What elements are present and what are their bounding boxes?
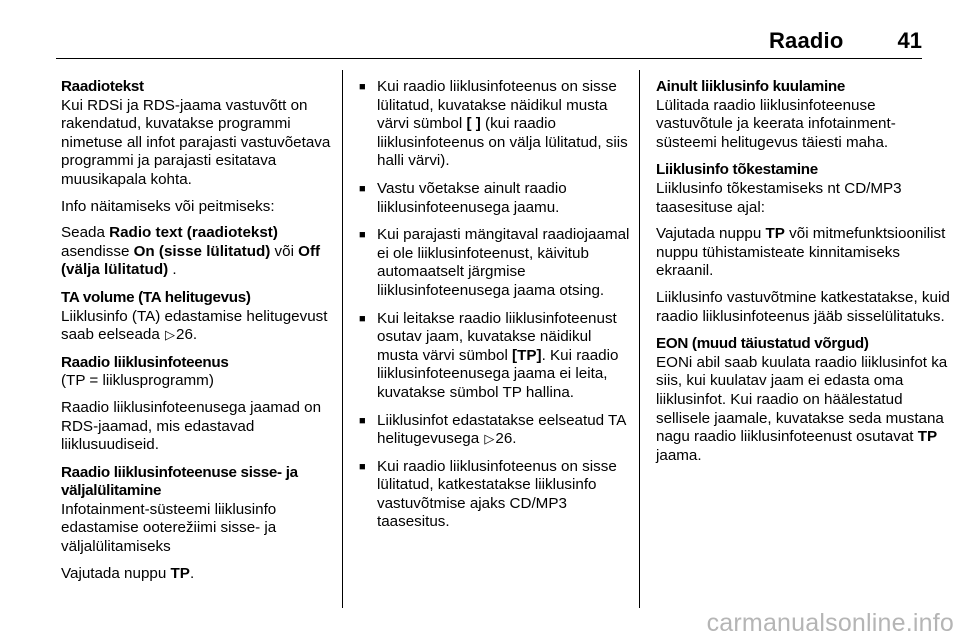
section-heading: Raadio liiklusinfoteenuse sisse- ja väljalülitamine [61,463,298,500]
page-reference-icon: ▷ [484,431,495,447]
column-3 [656,78,952,465]
paragraph: Lülitada raadio liiklusinfoteenuse vastuvõtule ja keerata infotainment-süsteemi helitugevus täiesti maha. [656,96,896,151]
header-rule [56,58,922,59]
section-traffic-block [656,161,952,326]
section-heading: Liiklusinfo tõkestamine [656,161,818,179]
column-2 [359,78,631,541]
paragraph: Info näitamiseks või peitmiseks: [61,197,275,215]
paragraph [61,308,336,345]
button-term: TP [170,564,190,582]
section-traffic-only [656,78,952,152]
button-term: TP [765,225,785,243]
text: Kui leitakse raadio liiklusinfoteenust osutav jaam, kuvatakse näidikul musta värvi sümbol [377,309,617,364]
section-eon [656,335,952,465]
column-divider-2 [639,70,640,608]
column-1 [61,78,336,583]
list-item: ■ Kui raadio liiklusinfoteenus on sisse lülitatud, katkestatakse liiklusinfo vastuvõtmise ajaks CD/MP3 taasesitus. [359,458,631,532]
text: Liiklusinfot edastatakse eelseatud TA helitugevusega [377,411,626,448]
menu-term: Radio text (raadiotekst) [109,224,278,242]
text: jaama. [656,446,702,464]
watermark: carmanualsonline.info [706,609,954,637]
paragraph: Liiklusinfo vastuvõtmine katkestatakse, kuid raadio liiklusinfoteenus jääb sisselülitatuks. [656,288,950,325]
text: Seada [61,224,110,242]
symbol-term: [ ] [466,115,481,133]
page-header [769,14,922,54]
text: . [168,261,177,279]
paragraph [61,224,336,280]
text: (kui raadio liiklusinfoteenus on välja lülitatud, siis halli värvi). [377,115,628,170]
text: EONi abil saab kuulata raadio liiklusinfot ka siis, kui kuulatav jaam ei edasta oma liiklusinfot. Kui raadio on häälestatud sellisele jaamale, kuvatakse seda mustana nagu raadio liiklusinfoteenust osutavat [656,353,948,446]
paragraph [656,225,952,281]
section-radiotext [61,78,336,280]
column-divider-1 [342,70,343,608]
list-item [359,412,631,449]
text: Vajutada nuppu [656,225,766,243]
text: . [189,564,195,582]
bullet-list [359,78,631,532]
text: või mitmefunktsioonilist nuppu tühistamisteate kinnitamiseks ekraanil. [656,225,946,280]
text: või [270,242,299,260]
paragraph: Raadio liiklusinfoteenusega jaamad on RDS-jaamad, mis edastavad liiklusuudiseid. [61,398,322,454]
section-ta-volume [61,289,336,345]
section-heading: Raadiotekst [61,78,144,95]
page-number: 41 [897,28,922,53]
page-reference[interactable]: 26. [495,430,517,448]
page-reference[interactable]: 26. [176,326,198,344]
list-item [359,78,631,171]
symbol-term: [TP] [512,346,542,364]
paragraph [656,354,952,466]
text: Vajutada nuppu [61,564,171,582]
menu-term: Off (välja lülitatud) [61,242,321,279]
section-heading: Raadio liiklusinfoteenus [61,353,229,371]
page-title: Raadio [768,28,844,53]
paragraph [61,565,336,584]
list-item [359,310,631,403]
menu-term: On (sisse lülitatud) [133,242,271,260]
section-heading: Ainult liiklusinfo kuulamine [656,78,846,95]
page-reference-icon: ▷ [165,327,176,343]
text: Liiklusinfo (TA) edastamise helitugevust saab eelseada [61,307,328,344]
text: Kui raadio liiklusinfoteenus on sisse lülitatud, kuvatakse näidikul musta värvi sümbol [377,78,617,133]
list-item: ■ Vastu võetakse ainult raadio liiklusinfoteenusega jaamu. [359,180,631,217]
paragraph: Liiklusinfo tõkestamiseks nt CD/MP3 taasesituse ajal: [656,179,902,216]
section-heading: TA volume (TA helitugevus) [61,288,251,306]
paragraph: Infotainment-süsteemi liiklusinfo edastamise ooterežiimi sisse- ja väljalülitamiseks [61,500,277,556]
text: asendisse [61,242,134,260]
button-term: TP [917,428,938,446]
section-traffic-program [61,354,336,455]
list-item: ■ Kui parajasti mängitaval raadiojaamal ei ole liiklusinfoteenust, käivitub automaatselt järgmise liiklusinfoteenusega jaama otsing. [359,226,631,300]
section-heading: EON (muud täiustatud võrgud) [656,335,869,353]
paragraph: Kui RDSi ja RDS-jaama vastuvõtt on rakendatud, kuvatakse programmi nimetuse all infot parajasti vastuvõetava programmi ja parajasti esitatava muusikapala kohta. [61,96,331,188]
section-tp-toggle [61,464,336,584]
paragraph: (TP = liiklusprogramm) [61,372,214,390]
text: . Kui raadio liiklusinfoteenusega jaama ei leita, kuvatakse sümbol TP hallina. [377,346,619,401]
